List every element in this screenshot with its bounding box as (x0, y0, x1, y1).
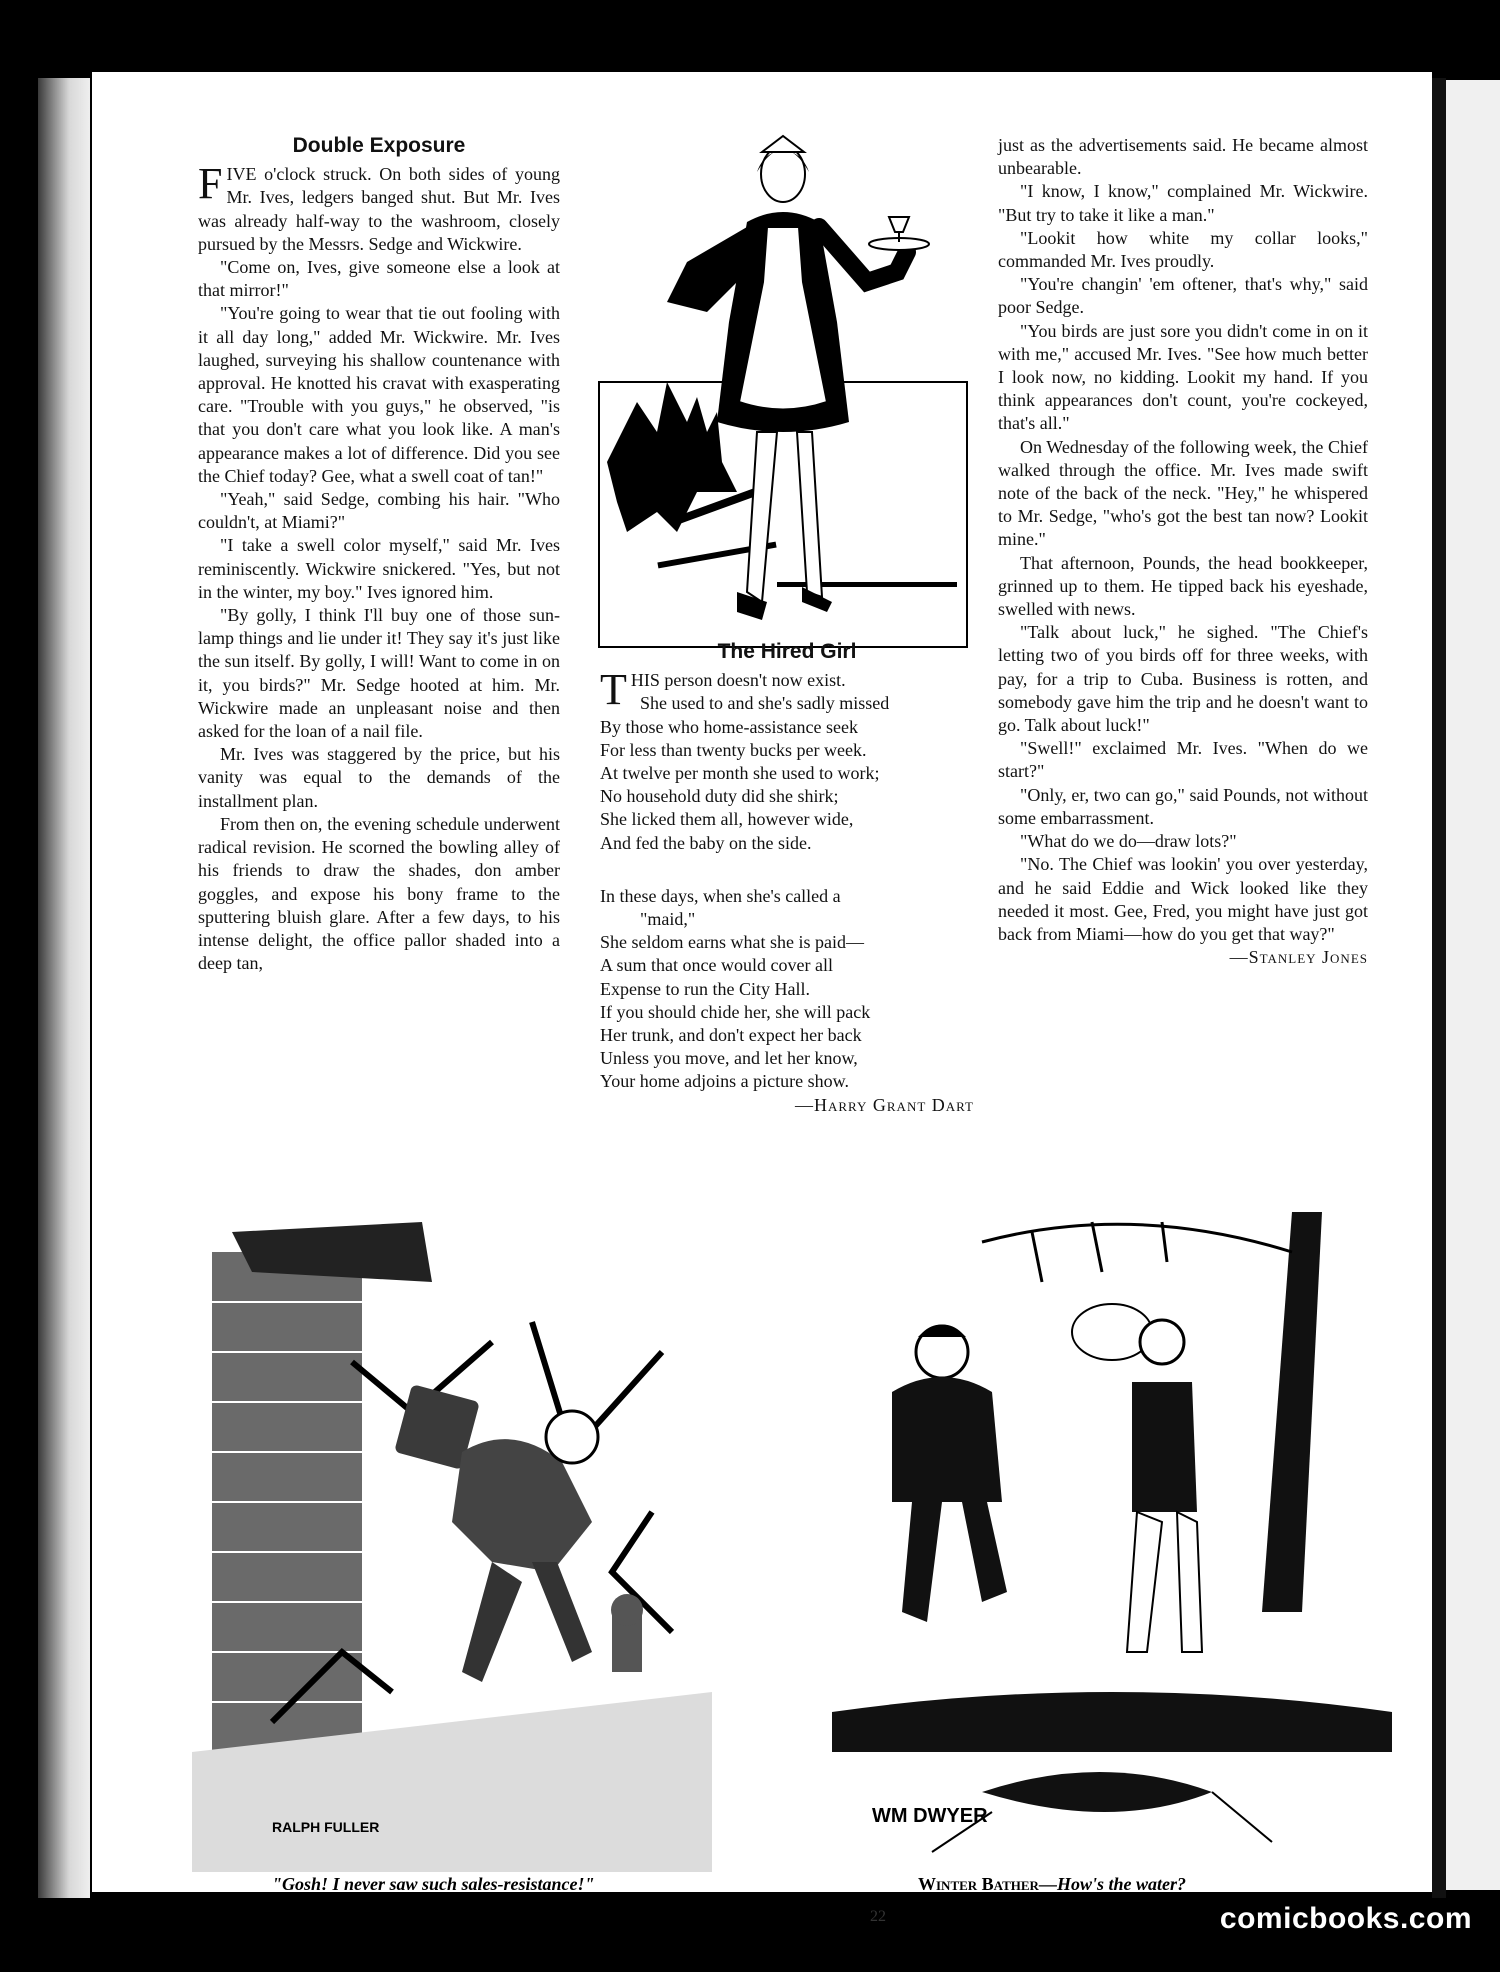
site-watermark: comicbooks.com (1219, 1902, 1472, 1935)
story-paragraph: That afternoon, Pounds, the head bookkeeper, grinned up to them. He tipped back his eyeshade, swelled with news. (998, 552, 1368, 620)
left-cartoon-caption: "Gosh! I never saw such sales-resistance!" (272, 1874, 595, 1894)
story-paragraph: just as the advertisements said. He became almost unbearable. (998, 135, 1368, 179)
drop-cap: T (600, 665, 627, 715)
story-paragraph: Mr. Ives was staggered by the price, but his vanity was equal to the demands of the installment plan. (198, 744, 560, 811)
story-paragraph: "What do we do—draw lots?" (1020, 831, 1237, 852)
poem-line: She seldom earns what she is paid— (600, 932, 864, 953)
story-paragraph: "No. The Chief was lookin' you over yesterday, and he said Eddie and Wick looked like they needed it most. Gee, Fred, you might have just got back from Miami—how do you get that way?" (998, 854, 1368, 944)
poem-line: No household duty did she shirk; (600, 786, 839, 807)
poem-line: And fed the baby on the side. (600, 832, 812, 853)
story-paragraph: "Come on, Ives, give someone else a look at that mirror!" (198, 257, 560, 301)
story-paragraph: "Talk about luck," he sighed. "The Chief's letting two of you birds off for three weeks, with pay, for a trip to Cuba. Business is rotten, and somebody gave him the trip and he doesn't want to go. Talk about luck!" (998, 622, 1368, 736)
poem-column (600, 640, 974, 1117)
stanza-gap (600, 855, 974, 885)
story-column-3 (998, 134, 1368, 969)
book-spine (1432, 78, 1446, 1898)
story-paragraph: On Wednesday of the following week, the Chief walked through the office. Mr. Ives made swift note of the back of the neck. "Hey," he whispered to Mr. Sedge, "who's got the best tan now? Lookit mine." (998, 436, 1368, 550)
poem-line: "maid," (640, 909, 696, 930)
cartoon-signature: RALPH FULLER (272, 1819, 380, 1835)
poem-line: She licked them all, however wide, (600, 809, 854, 830)
story-paragraph: From then on, the evening schedule underwent radical revision. He scorned the bowling alley of his friends to draw the shades, don amber goggles, and expose his bony frame to the sputtering bluish glare. After a few days, to his intense delight, the office pallor shaded into a deep tan, (198, 813, 560, 974)
poem-line: A sum that once would cover all (600, 955, 833, 976)
story-paragraph: "Only, er, two can go," said Pounds, not without some embarrassment. (998, 784, 1368, 828)
story-column-1 (198, 134, 560, 975)
story-paragraph: "Yeah," said Sedge, combing his hair. "Who couldn't, at Miami?" (198, 489, 560, 533)
story-byline: —Stanley Jones (1229, 947, 1368, 968)
poem-line: If you should chide her, she will pack (600, 1001, 871, 1022)
poem-line: By those who home-assistance seek (600, 716, 858, 737)
poem-line: Expense to run the City Hall. (600, 978, 810, 999)
poem-line: In these days, when she's called a (600, 885, 841, 906)
story-paragraph: "I know, I know," complained Mr. Wickwire. "But try to take it like a man." (998, 181, 1368, 225)
cartoon-sales-resistance (192, 1192, 712, 1872)
poem-line: She used to and she's sadly missed (640, 693, 890, 714)
story-paragraph: "I take a swell color myself," said Mr. Ives reminiscently. Wickwire snickered. "Yes, but not in the winter, my boy." Ives ignored him. (198, 535, 560, 602)
story-first-paragraph: FIVE o'clock struck. On both sides of young Mr. Ives, ledgers banged shut. But Mr. Ives was already half-way to the washroom, closely pursued by the Messrs. Sedge and Wickwire. (198, 159, 560, 254)
page-number: 22 (870, 1908, 886, 1925)
next-page-edge (1446, 80, 1500, 1890)
poem-line: Her trunk, and don't expect her back (600, 1025, 862, 1046)
story-paragraph: "You're going to wear that tie out fooling with it all day long," added Mr. Wickwire. Mr. Ives laughed, surveying his shallow countenance with approval. He knotted his cravat with exasperating care. "Trouble with you guys," he observed, "is that you don't care what you look like. A man's appearance makes a lot of difference. Did you see the Chief today? Gee, what a swell coat of tan!" (198, 303, 560, 486)
right-cartoon-caption: Winter Bather—How's the water? (918, 1874, 1186, 1894)
drop-cap: F (198, 159, 223, 209)
poem-title: The Hired Girl (717, 640, 857, 663)
story-paragraph: "Lookit how white my collar looks," commanded Mr. Ives proudly. (998, 227, 1368, 272)
poem-line: Your home adjoins a picture show. (600, 1071, 849, 1092)
story-paragraph: "Swell!" exclaimed Mr. Ives. "When do we start?" (998, 738, 1368, 782)
poem-line: At twelve per month she used to work; (600, 763, 880, 784)
book-page-edges (38, 78, 90, 1898)
poem-line: For less than twenty bucks per week. (600, 739, 867, 760)
cartoon-winter-bather (832, 1192, 1392, 1872)
story-paragraph: "You're changin' 'em oftener, that's why," said poor Sedge. (998, 274, 1368, 318)
story-paragraph: "You birds are just sore you didn't come in on it with me," accused Mr. Ives. "See how much better I look now, no kidding. Lookit my hand. If you think appearances don't count, you're cockeyed, that's all." (998, 320, 1368, 434)
maid-illustration (597, 132, 969, 652)
story-title: Double Exposure (292, 134, 466, 157)
poem-byline: —Harry Grant Dart (794, 1094, 974, 1115)
story-paragraph: "By golly, I think I'll buy one of those sun-lamp things and lie under it! They say it's just like the sun itself. By golly, I will! Want to come in on it, you birds?" Mr. Sedge hooted at him. Mr. Wickwire made an unpleasant noise and then asked for the loan of a nail file. (198, 605, 560, 742)
poem-first-line: THIS person doesn't now exist. (600, 665, 846, 715)
poem-line: Unless you move, and let her know, (600, 1048, 858, 1069)
cartoon-signature: WM DWYER (872, 1805, 988, 1827)
